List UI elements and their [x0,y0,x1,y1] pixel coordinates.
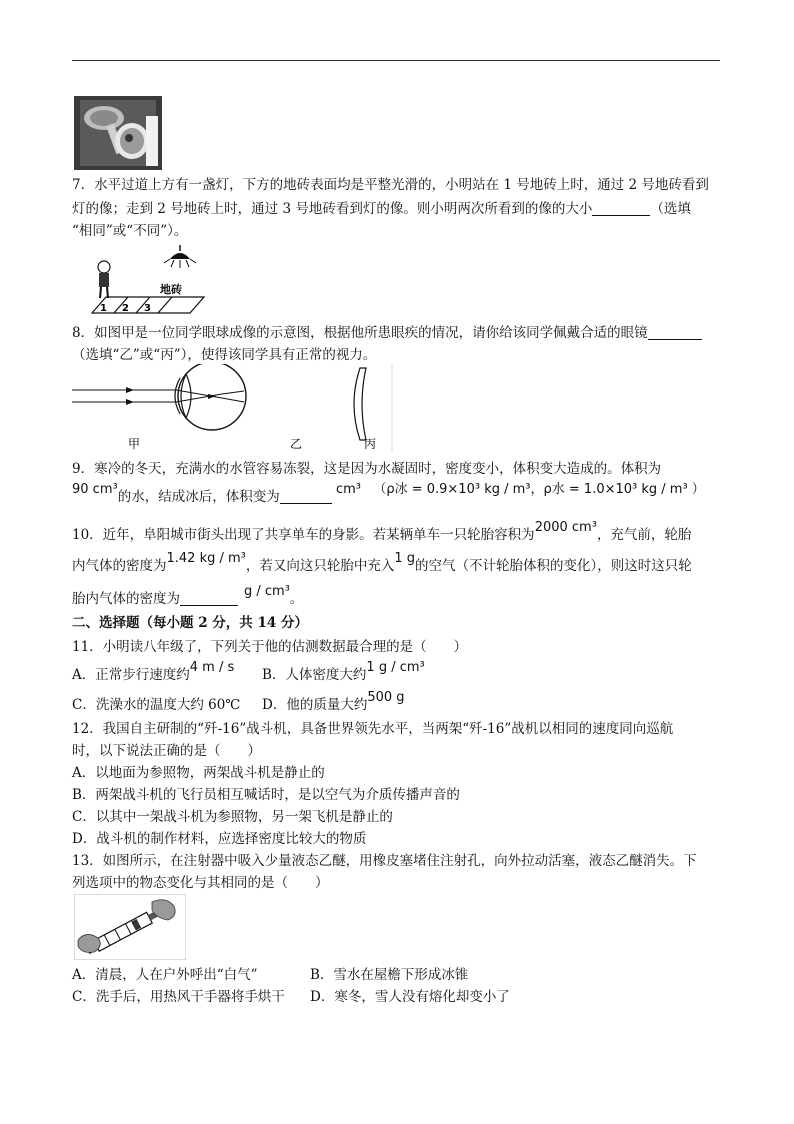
q12-line2: 时，以下说法正确的是（ ） [72,743,261,759]
q10-density: 1.42 kg / m³ [166,551,246,566]
q13-option-a[interactable]: A．清晨，人在户外呼出“白气” [72,967,258,983]
q12-option-c[interactable]: C．以其中一架战斗机为参照物，另一架飞机是静止的 [72,809,393,825]
tile-2-label: 2 [122,303,129,314]
q9-unit: cm³ [336,482,362,497]
q7-line2: 灯的像；走到 2 号地砖上时，通过 3 号地砖看到灯的像。则小明两次所看到的像的大小 （选填 [72,201,691,217]
magnifier-photo [74,96,162,170]
fig-label-jia: 甲 [128,437,141,451]
q10-mass: 1 g [394,551,416,566]
eye-lens-figure [72,364,396,456]
q9-ice-density: （ρ冰 = 0.9×10³ kg / m³ [373,482,531,497]
q10-line1: 10．近年，阜阳城市街头出现了共享单车的身影。若某辆单车一只轮胎容积为2000 cm³，充气前，轮胎 [72,520,692,543]
q11-option-b[interactable]: B．人体密度大约1 g / cm³ [262,660,425,683]
q10-line2: 内气体的密度为1.42 kg / m³，若又向这只轮胎中充入1 g的空气（不计轮胎体积的变化），则这时这只轮 [72,551,692,574]
q12-option-a[interactable]: A．以地面为参照物，两架战斗机是静止的 [72,765,325,781]
q8-answer-blank[interactable] [648,325,702,340]
tile-1-label: 1 [100,303,107,314]
q7-answer-blank[interactable] [592,201,650,216]
q10-line3: 胎内气体的密度为 g / cm³。 [72,584,304,607]
q7-line3: “相同”或“不同”）。 [72,223,188,239]
q13-line2: 列选项中的物态变化与其相同的是（ ） [72,875,329,891]
syringe-figure [74,894,186,960]
q13-option-c[interactable]: C．洗手后，用热风干手器将手烘干 [72,989,285,1005]
floor-tiles-figure [78,243,208,317]
header-rule [72,60,720,61]
q12-option-d[interactable]: D．战斗机的制作材料，应选择密度比较大的物质 [72,831,367,847]
q12-line1: 12．我国自主研制的“歼-16”战斗机，具备世界领先水平，当两架“歼-16”战机以相同的速度同向巡航 [72,721,674,737]
q9-line1: 9．寒冷的冬天，充满水的水管容易冻裂，这是因为水凝固时，密度变小，体积变大造成的。体积为 [72,461,662,477]
q11-option-d[interactable]: D．他的质量大约500 g [262,690,405,713]
q7-line1: 7．水平过道上方有一盏灯，下方的地砖表面均是平整光滑的，小明站在 1 号地砖上时，通过 2 号地砖看到 [72,177,709,193]
q9-answer-blank[interactable] [280,489,332,504]
fig-label-bing: 丙 [364,437,377,451]
q13-line1: 13．如图所示，在注射器中吸入少量液态乙醚，用橡皮塞堵住注射孔，向外拉动活塞，液态乙醚消失。下 [72,853,697,869]
tile-3-label: 3 [144,303,151,314]
q11-b-value: 1 g / cm³ [366,660,425,675]
q8-line2: （选填“乙”或“丙”），使得该同学具有正常的视力。 [72,347,377,363]
q9-volume: 90 cm³ [72,482,118,497]
q11-option-a[interactable]: A．正常步行速度约4 m / s [72,660,235,683]
q9-line2: 90 cm³的水，结成冰后，体积变为 cm³ （ρ冰 = 0.9×10³ kg / m³，ρ水 = 1.0×10³ kg / m³ ） [72,482,705,505]
q13-option-b[interactable]: B．雪水在屋檐下形成冰锥 [310,967,469,983]
fig-label-yi: 乙 [290,437,303,451]
q11-d-value: 500 g [367,690,405,705]
q10-volume: 2000 cm³ [534,520,597,535]
q11-a-value: 4 m / s [189,660,235,675]
section2-title: 二、选择题（每小题 2 分，共 14 分） [72,615,308,631]
q13-option-d[interactable]: D．寒冬，雪人没有熔化却变小了 [310,989,510,1005]
q11-stem: 11．小明读八年级了，下列关于他的估测数据最合理的是（ ） [72,639,468,655]
q11-option-c[interactable]: C．洗澡水的温度大约 60℃ [72,697,241,713]
q10-unit: g / cm³ [244,584,290,599]
q12-option-b[interactable]: B．两架战斗机的飞行员相互喊话时，是以空气为介质传播声音的 [72,787,460,803]
q8-line1: 8．如图甲是一位同学眼球成像的示意图，根据他所患眼疾的情况，请你给该同学佩戴合适的眼镜 [72,324,702,342]
q9-water-density: ，ρ水 = 1.0×10³ kg / m³ ） [530,482,705,497]
q10-answer-blank[interactable] [180,591,238,606]
floor-label: 地砖 [160,283,182,296]
